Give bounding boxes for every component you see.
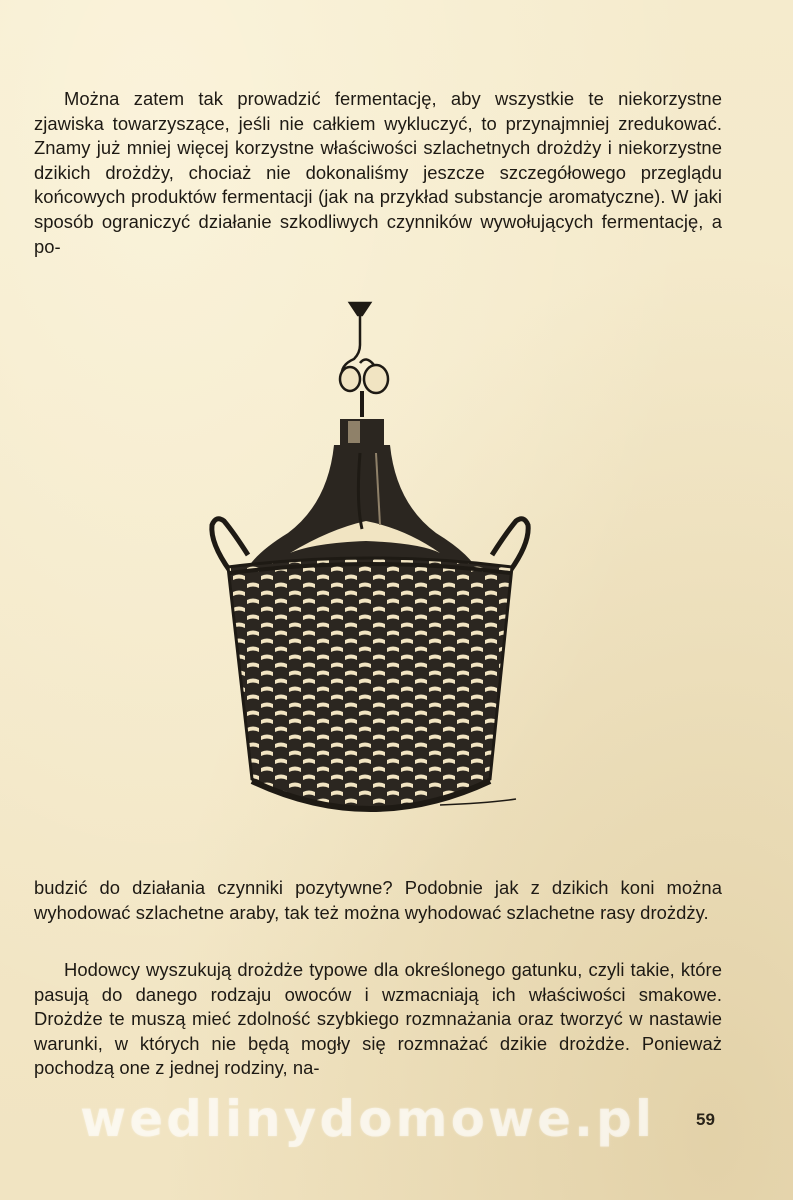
- page-number: 59: [696, 1110, 715, 1129]
- paragraph-intro: Można zatem tak prowadzić fermentację, aby wszystkie te niekorzystne zjawiska towarzyszące, jeśli nie całkiem wykluczyć, to przynajmniej zredukować. Znamy już mniej więcej korzystne właściwości szlachetnych drożdży i niekorzystne dzikich drożdży, chociaż nie dokonaliśmy jeszcze szczegółowego przeglądu końcowych produktów fermentacji (jak na przykład substancje aromatyczne). W jaki sposób ograniczyć działanie szkodliwych czynników wywołujących fermentację, a po-: [34, 88, 722, 257]
- wicker-demijohn-illustration: [190, 293, 550, 843]
- airlock: [340, 303, 388, 417]
- watermark: wedlinydomowe.pl: [80, 1090, 655, 1148]
- glass-bottle: [244, 445, 480, 575]
- paragraph-breeders: Hodowcy wyszukują drożdże typowe dla określonego gatunku, czyli takie, które pasują do danego rodzaju owoców i wzmacniają ich właściwości smakowe. Drożdże te muszą mieć zdolność szybkiego rozmnażania oraz tworzyć w nastawie warunki, w których nie będą mogły się rozmnażać dzikie drożdże. Ponieważ pochodzą one z jednej rodziny, na-: [34, 959, 722, 1079]
- paragraph-continuation: budzić do działania czynniki pozytywne? Podobnie jak z dzikich koni można wyhodować szlachetne araby, tak też można wyhodować szlachetne rasy drożdży.: [34, 877, 722, 923]
- wicker-basket: [220, 543, 520, 843]
